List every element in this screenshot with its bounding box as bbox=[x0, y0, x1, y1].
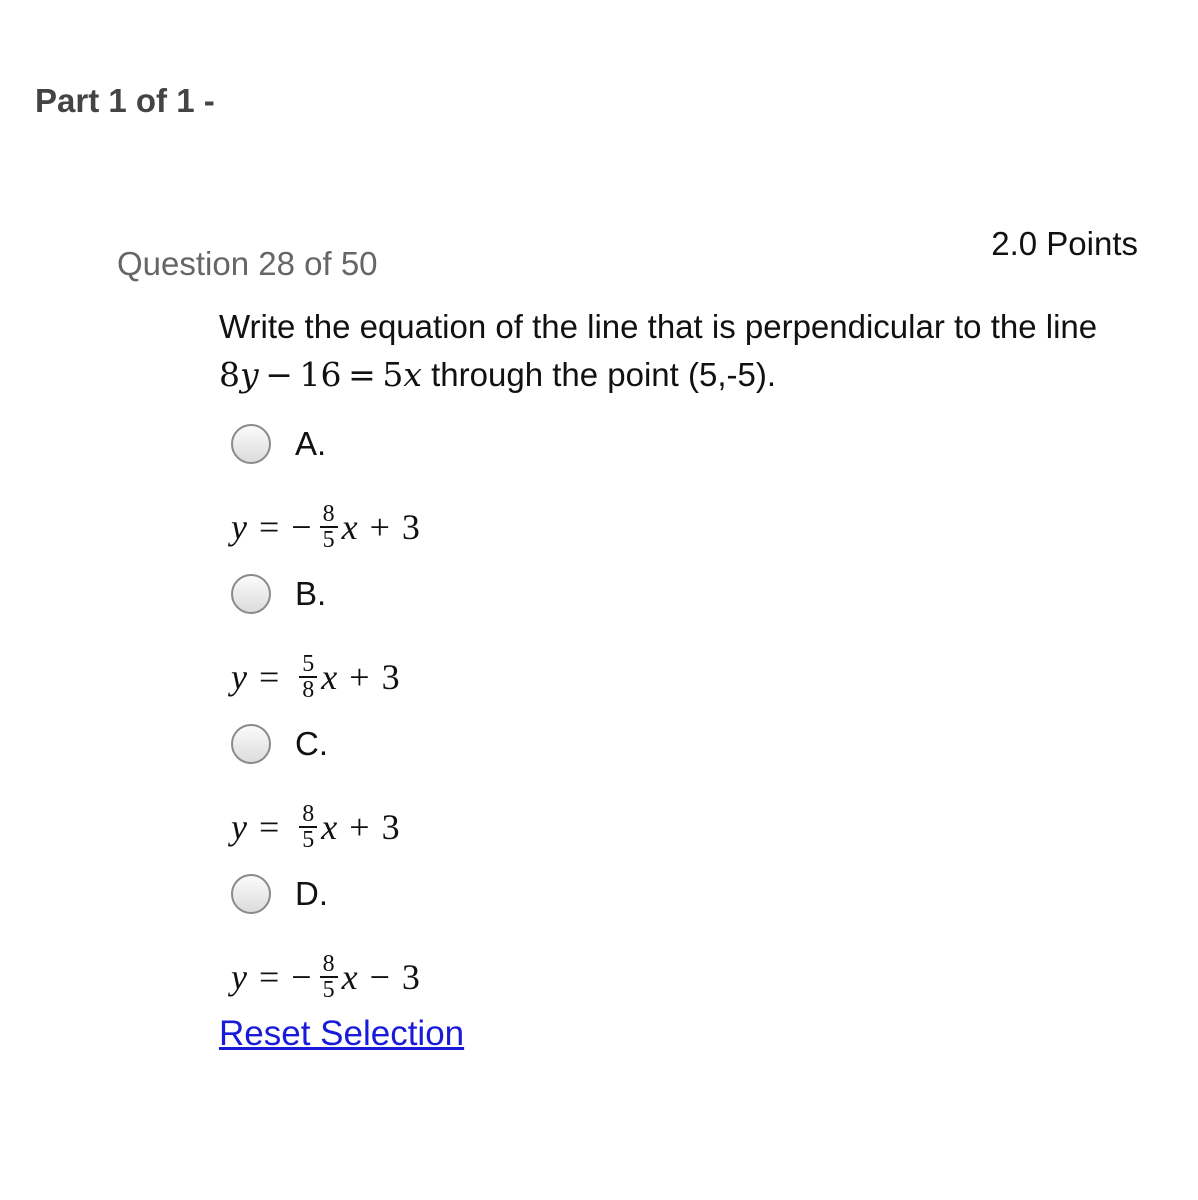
option-d-selector[interactable] bbox=[231, 871, 420, 917]
option-letter: D. bbox=[295, 875, 328, 912]
option-d bbox=[231, 871, 420, 1017]
question-number: Question 28 of 50 bbox=[117, 245, 378, 282]
radio-button-b[interactable] bbox=[231, 574, 271, 614]
points-label: 2.0 Points bbox=[991, 225, 1138, 262]
option-b-equation: y = $\frac{5}{8}$ x + 3 bbox=[231, 651, 400, 703]
option-d-equation: y = − $\frac{8}{5}$ x − 3 bbox=[231, 951, 420, 1003]
option-letter: C. bbox=[295, 725, 328, 762]
reset-selection-link[interactable]: Reset Selection bbox=[219, 1014, 465, 1053]
radio-button-c[interactable] bbox=[231, 724, 271, 764]
radio-button-d[interactable] bbox=[231, 874, 271, 914]
option-a-equation: y = − $\frac{8}{5}$ x + 3 bbox=[231, 501, 420, 553]
option-letter: A. bbox=[295, 425, 327, 462]
radio-button-a[interactable] bbox=[231, 424, 271, 464]
option-c-selector[interactable] bbox=[231, 721, 400, 767]
option-a-selector[interactable] bbox=[231, 421, 420, 467]
prompt-text-before: Write the equation of the line that is perpendicular to the line bbox=[219, 308, 1098, 345]
question-prompt bbox=[219, 303, 1139, 399]
option-b bbox=[231, 571, 400, 717]
option-c bbox=[231, 721, 400, 867]
fraction: $\frac{8}{5}$ bbox=[320, 952, 338, 1002]
fraction: $\frac{5}{8}$ bbox=[299, 652, 317, 702]
prompt-equation: 8y − 16 = 5x bbox=[219, 355, 422, 394]
option-c-equation: y = $\frac{8}{5}$ x + 3 bbox=[231, 801, 400, 853]
option-b-selector[interactable] bbox=[231, 571, 400, 617]
option-letter: B. bbox=[295, 575, 327, 612]
part-title: Part 1 of 1 - bbox=[35, 82, 215, 119]
prompt-text-after: through the point (5,-5). bbox=[421, 356, 777, 393]
option-a bbox=[231, 421, 420, 567]
fraction: $\frac{8}{5}$ bbox=[320, 502, 338, 552]
fraction: $\frac{8}{5}$ bbox=[299, 802, 317, 852]
